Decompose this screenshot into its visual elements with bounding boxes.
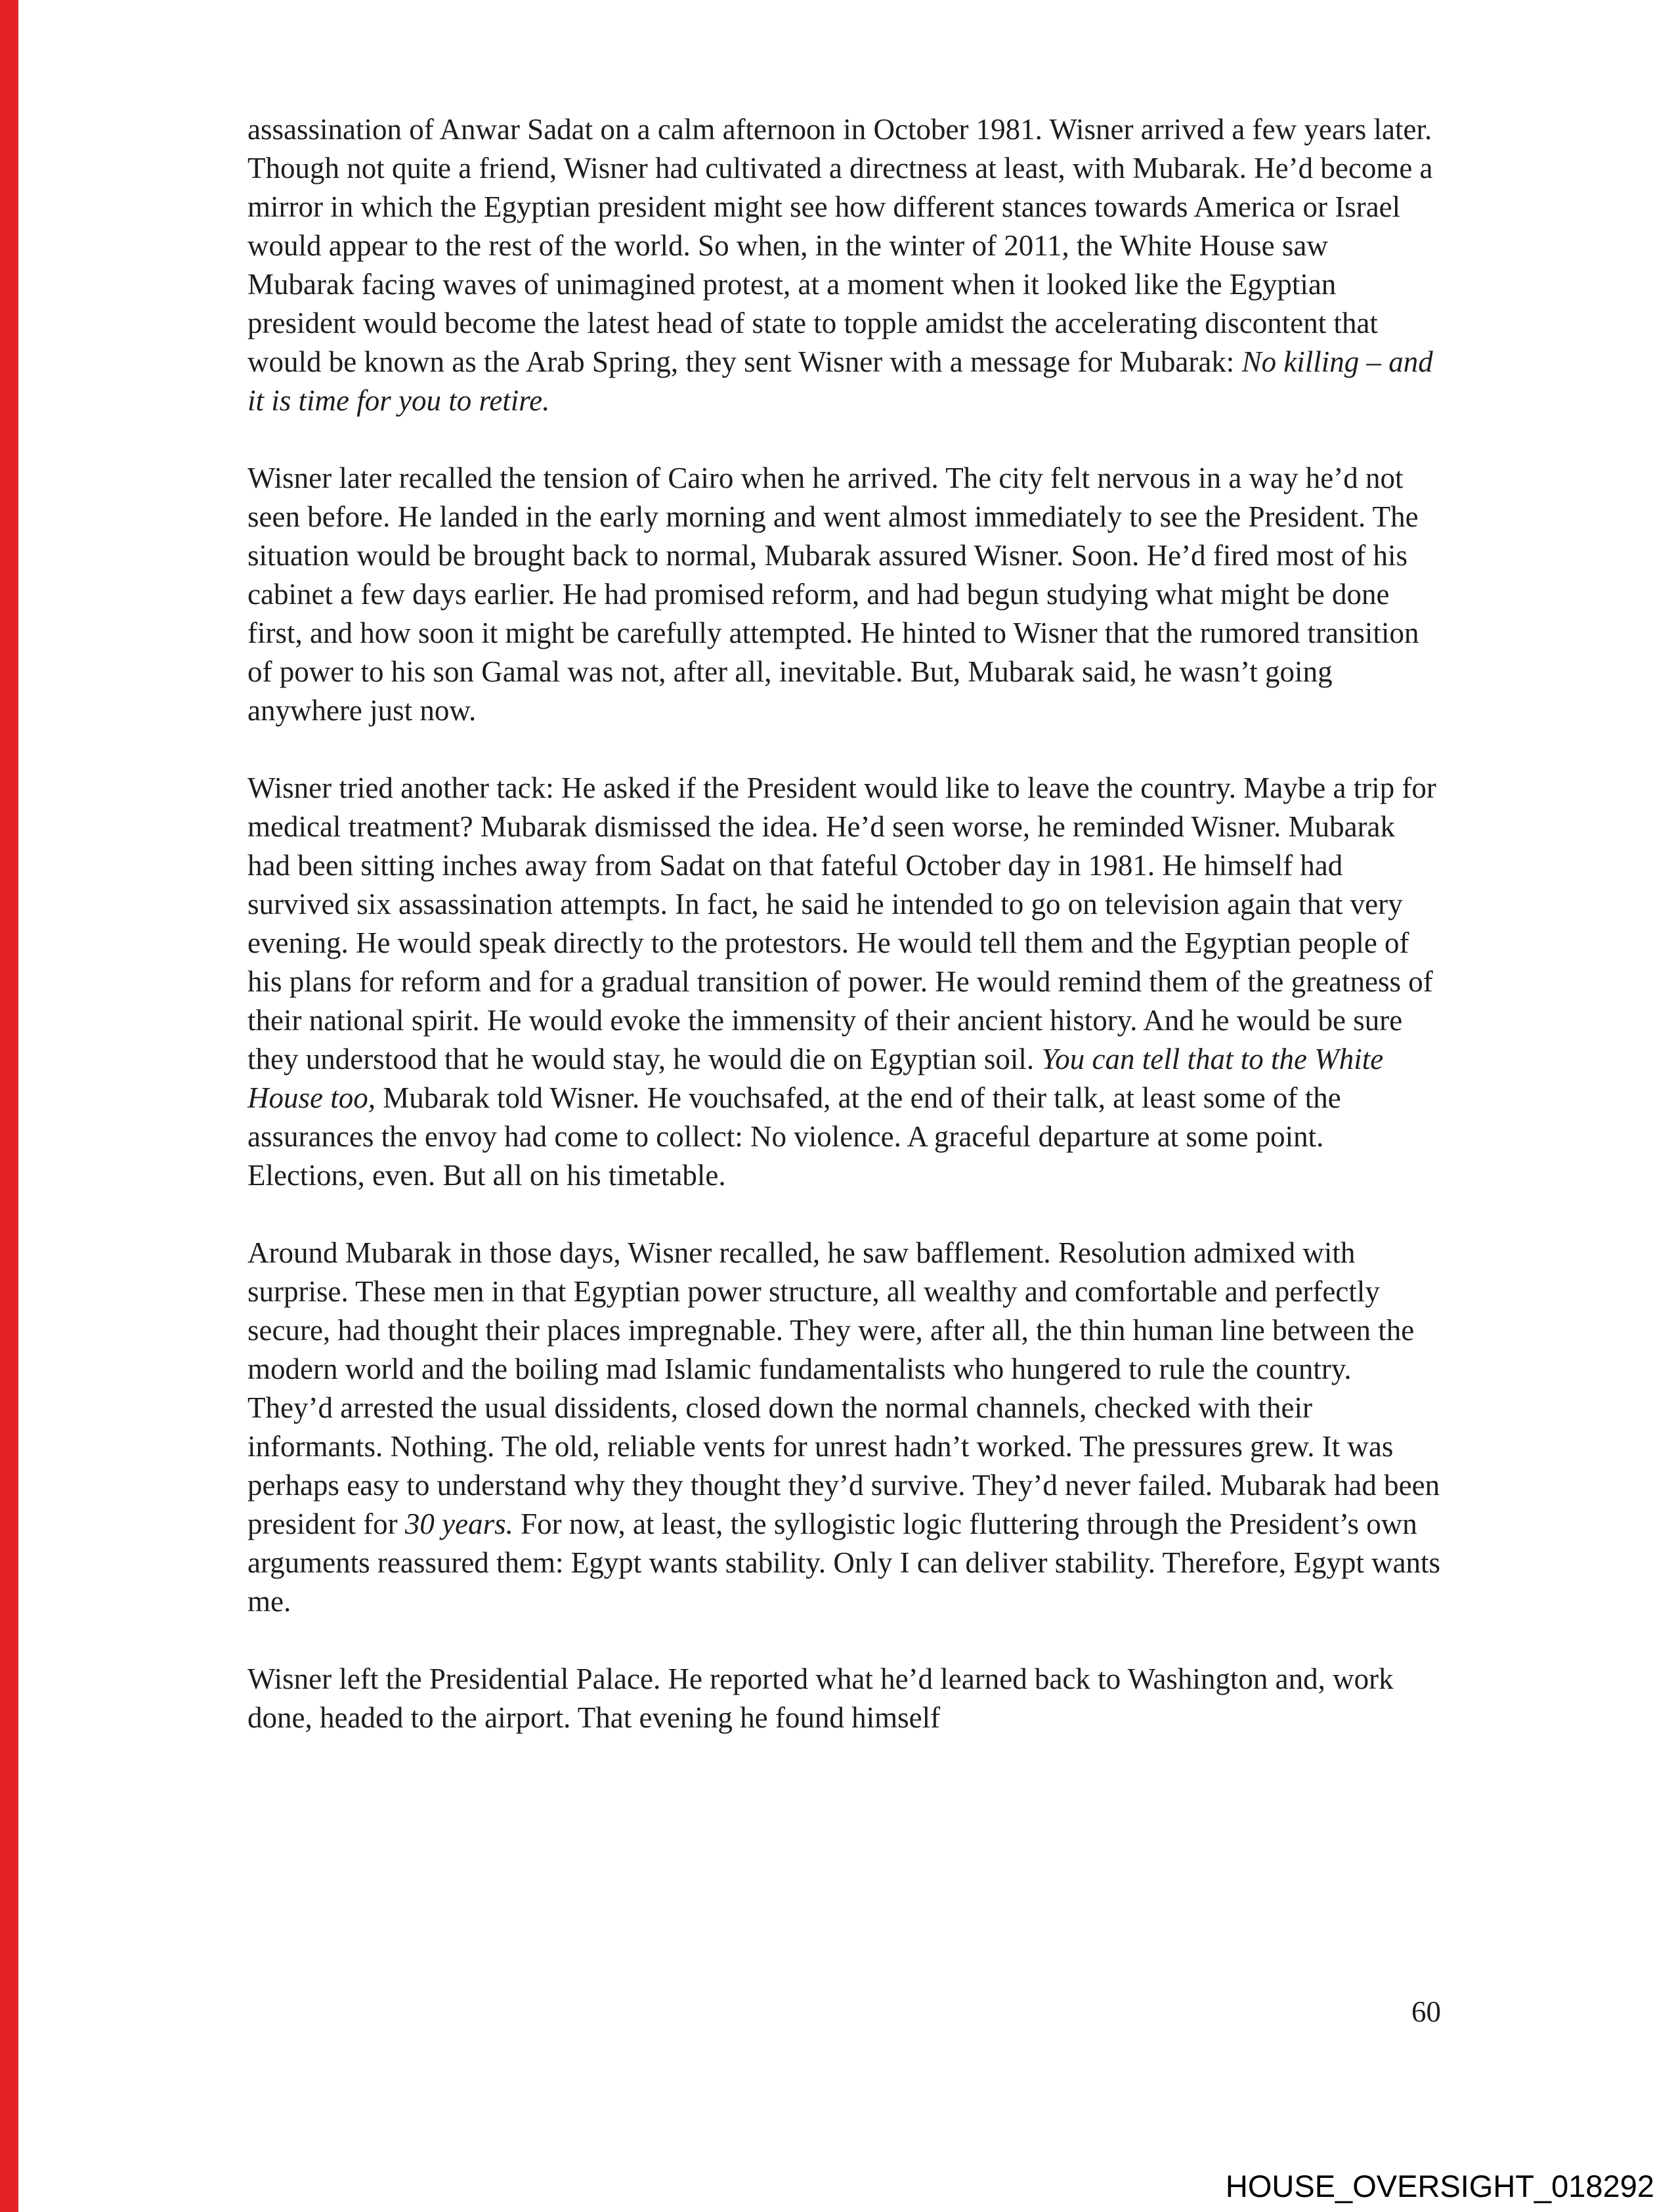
text-segment: Wisner left the Presidential Palace. He reported what he’d learned back to Washington and, work done, headed to the airport. That evening he found himself: [247, 1662, 1394, 1734]
paragraph: [247, 1660, 1441, 1737]
text-segment: Mubarak told Wisner. He vouchsafed, at the end of their talk, at least some of the assurances the envoy had come to collect: No violence. A graceful departure at some point. Elections, even. But all on his timetable.: [247, 1081, 1341, 1192]
text-segment: Wisner later recalled the tension of Cairo when he arrived. The city felt nervous in a way he’d not seen before. He landed in the early morning and went almost immediately to see the President. The situation would be brought back to normal, Mubarak assured Wisner. Soon. He’d fired most of his cabinet a few days earlier. He had promised reform, and had begun studying what might be done first, and how soon it might be carefully attempted. He hinted to Wisner that the rumored transition of power to his son Gamal was not, after all, inevitable. But, Mubarak said, he wasn’t going anywhere just now.: [247, 462, 1419, 727]
paragraph: [247, 110, 1441, 420]
text-segment: assassination of Anwar Sadat on a calm afternoon in October 1981. Wisner arrived a few years later. Though not quite a friend, Wisner had cultivated a directness at least, with Mubarak. He’d become a mirror in which the Egyptian president might see how different stances towards America or Israel would appear to the rest of the world. So when, in the winter of 2011, the White House saw Mubarak facing waves of unimagined protest, at a moment when it looked like the Egyptian president would become the latest head of state to topple amidst the accelerating discontent that would be known as the Arab Spring, they sent Wisner with a message for Mubarak:: [247, 113, 1433, 378]
page-number: 60: [1411, 1995, 1441, 2028]
text-segment: For now, at least, the syllogistic logic fluttering through the President’s own arguments reassured them: Egypt wants stability. Only I can deliver stability. Therefore, Egypt wants me.: [247, 1507, 1441, 1618]
italic-text-segment: You can tell that to the White House too,: [247, 1043, 1384, 1114]
italic-text-segment: 30 years.: [404, 1507, 513, 1540]
left-edge-stripe: [0, 0, 18, 2212]
paragraph: [247, 769, 1441, 1195]
text-segment: Wisner tried another tack: He asked if the President would like to leave the country. Maybe a trip for medical treatment? Mubarak dismissed the idea. He’d seen worse, he reminded Wisner. Mubarak had been sitting inches away from Sadat on that fateful October day in 1981. He himself had survived six assassination attempts. In fact, he said he intended to go on television again that very evening. He would speak directly to the protestors. He would tell them and the Egyptian people of his plans for reform and for a gradual transition of power. He would remind them of the greatness of their national spirit. He would evoke the immensity of their ancient history. And he would be sure they understood that he would stay, he would die on Egyptian soil.: [247, 771, 1436, 1075]
paragraph: [247, 459, 1441, 730]
document-body: [247, 110, 1441, 1776]
text-segment: Around Mubarak in those days, Wisner recalled, he saw bafflement. Resolution admixed with surprise. These men in that Egyptian power structure, all wealthy and comfortable and perfectly secure, had thought their places impregnable. They were, after all, the thin human line between the modern world and the boiling mad Islamic fundamentalists who hungered to rule the country. They’d arrested the usual dissidents, closed down the normal channels, checked with their informants. Nothing. The old, reliable vents for unrest hadn’t worked. The pressures grew. It was perhaps easy to understand why they thought they’d survive. They’d never failed. Mubarak had been president for: [247, 1236, 1440, 1540]
paragraph: [247, 1234, 1441, 1621]
italic-text-segment: No killing – and it is time for you to retire.: [247, 345, 1433, 417]
bates-stamp: HOUSE_OVERSIGHT_018292: [1225, 2169, 1654, 2203]
